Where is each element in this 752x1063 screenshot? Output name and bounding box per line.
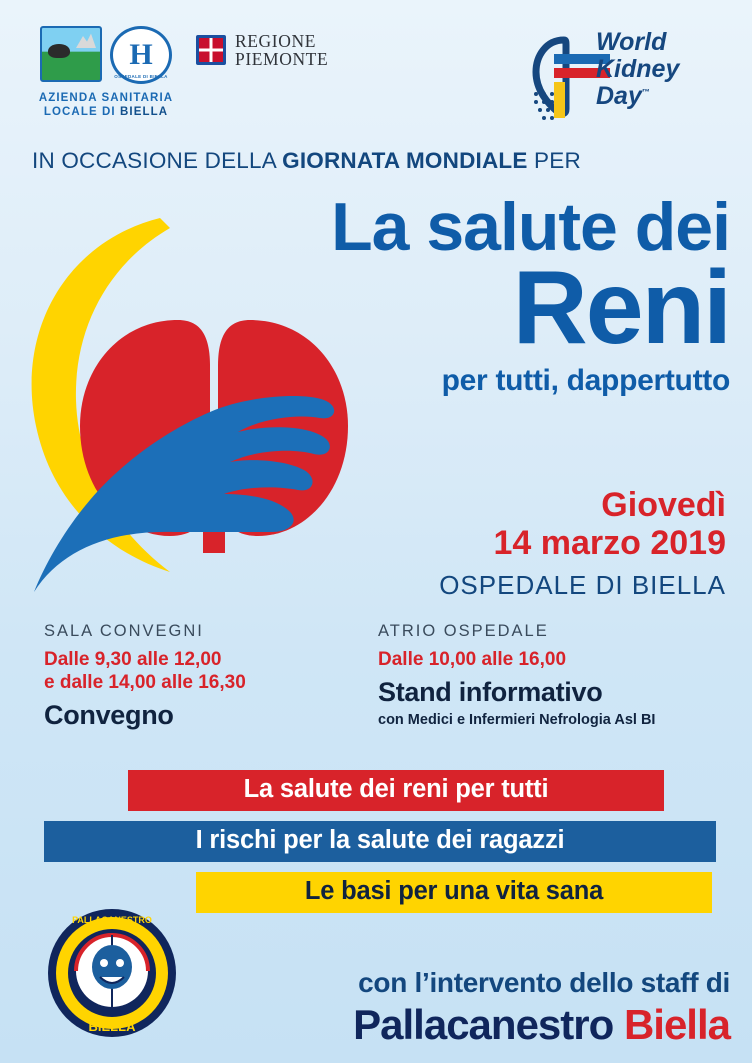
asl-biella-logo <box>26 26 186 120</box>
asl-line2-strong: BIELLA <box>120 106 169 119</box>
schedule-columns <box>0 622 752 735</box>
event-day: Giovedì <box>601 486 726 524</box>
wkd-trademark: ™ <box>641 87 650 97</box>
event-details <box>306 486 726 601</box>
asl-line1: AZIENDA SANITARIA <box>38 92 174 104</box>
event-date: 14 marzo 2019 <box>493 524 726 563</box>
asl-logo-text <box>26 91 186 120</box>
banner-item: La salute dei reni per tutti <box>128 770 664 811</box>
world-kidney-day-logo <box>516 24 728 136</box>
title-line-1: La salute dei <box>331 189 730 265</box>
footer-team-name <box>190 1001 730 1049</box>
column-time-line1: Dalle 9,30 alle 12,00 <box>44 649 222 670</box>
h-ring-text: OSPEDALE DI BIELLA <box>114 74 168 79</box>
kicker-part1: IN OCCASIONE DELLA <box>32 148 283 173</box>
column-head: SALA CONVEGNI <box>44 622 204 640</box>
pb-logo-svg <box>46 907 178 1039</box>
topic-banners <box>0 770 752 913</box>
kicker-part2: PER <box>527 148 581 173</box>
column-time <box>378 648 752 671</box>
column-time <box>44 648 374 694</box>
pallacanestro-biella-logo-icon <box>46 907 178 1039</box>
wkd-line-world: World <box>596 28 667 56</box>
title-subtitle: per tutti, dappertutto <box>441 364 730 398</box>
svg-text:PALLACANESTRO: PALLACANESTRO <box>72 915 152 925</box>
column-time-line1: Dalle 10,00 alle 16,00 <box>378 649 567 670</box>
banner-item: Le basi per una vita sana <box>196 872 712 913</box>
schedule-column-atrio-ospedale <box>374 622 752 735</box>
column-main-label: Convegno <box>44 700 174 731</box>
asl-line2 <box>26 105 186 119</box>
asl-line2-prefix: LOCALE DI <box>43 106 121 119</box>
svg-text:BIELLA: BIELLA <box>88 1019 136 1034</box>
regione-piemonte-text <box>235 32 328 69</box>
h-letter: H <box>129 38 153 71</box>
footer-team-part2: Biella <box>623 1001 730 1048</box>
banner-item: I rischi per la salute dei ragazzi <box>44 821 716 862</box>
column-time-line2: e dalle 14,00 alle 16,30 <box>44 672 246 694</box>
event-place: OSPEDALE DI BIELLA <box>439 570 726 601</box>
footer-credit <box>190 967 730 1049</box>
hospital-h-icon <box>110 26 172 84</box>
footer-with-text: con l’intervento dello staff di <box>358 967 730 998</box>
regione-piemonte-logo <box>196 32 328 69</box>
header-logos <box>0 18 752 138</box>
wkd-line-day <box>596 84 728 109</box>
title-line-2: Reni <box>512 249 730 366</box>
wkd-day-word: Day <box>596 82 642 110</box>
bear-mountain-crest-icon <box>40 26 102 82</box>
regione-line1: REGIONE <box>235 31 316 51</box>
wkd-line-kidney: Kidney <box>596 55 680 83</box>
column-head: ATRIO OSPEDALE <box>378 622 549 640</box>
column-main-label: Stand informativo <box>378 677 603 708</box>
piemonte-flag-icon <box>196 35 226 65</box>
footer-team-part1: Pallacanestro <box>353 1001 624 1048</box>
kicker-line <box>32 148 581 174</box>
column-sub-label: con Medici e Infermieri Nefrologia Asl BI <box>378 712 656 729</box>
schedule-column-sala-convegni <box>0 622 374 735</box>
asl-logo-marks <box>26 26 186 84</box>
regione-line2: PIEMONTE <box>235 49 329 70</box>
kicker-strong: GIORNATA MONDIALE <box>282 148 528 173</box>
world-kidney-day-text <box>596 30 728 109</box>
poster-title <box>170 189 730 398</box>
